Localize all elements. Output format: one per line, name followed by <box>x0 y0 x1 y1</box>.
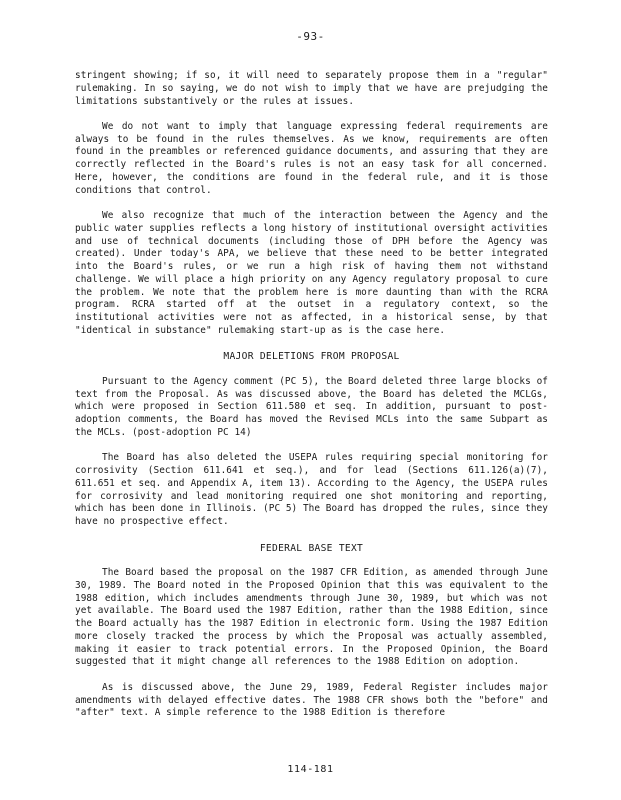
section-heading-major-deletions: MAJOR DELETIONS FROM PROPOSAL <box>223 351 400 363</box>
paragraph: The Board has also deleted the USEPA rules requiring special monitoring for corrosivity (Section 611.641 et seq.), and for lead (Sections 611.126(a)(7), 611.651 et seq. and Appendix A, item 13). According to the Agency, the USEPA rules for corrosivity and lead monitoring required one shot monitoring and reporting, which has been done in Illinois. (PC 5) The Board has dropped the rules, since they have no prospective effect. <box>75 452 548 528</box>
page-number-bottom: 114-181 <box>287 764 334 775</box>
paragraph: As is discussed above, the June 29, 1989, Federal Register includes major amendments with delayed effective dates. The 1988 CFR shows both the "before" and "after" text. A simple reference to the 1988 Edition is therefore <box>75 681 548 719</box>
paragraph: We also recognize that much of the interaction between the Agency and the public water supplies reflects a long history of institutional oversight activities and use of technical documents (including those of DPH before the Agency was created). Under today's APA, we believe that these need to be better integrated into the Board's rules, or we run a high risk of having them not withstand challenge. We will place a high priority on any Agency regulatory proposal to cure the problem. We note that the problem here is more daunting than with the RCRA program. RCRA started off at the outset in a regulatory context, so the institutional activities were not as affected, in a historical sense, by that "identical in substance" rulemaking start-up as is the case here. <box>75 210 548 336</box>
paragraph: The Board based the proposal on the 1987 CFR Edition, as amended through June 30, 1989. The Board noted in the Proposed Opinion that this was equivalent to the 1988 edition, which includes amendments through June 30, 1989, but which was not yet available. The Board used the 1987 Edition, rather than the 1988 Edition, since the Board actually has the 1987 Edition in electronic form. Using the 1987 Edition more closely tracked the process by which the Proposal was actually assembled, making it easier to track potential errors. In the Proposed Opinion, the Board suggested that it might change all references to the 1988 Edition on adoption. <box>75 567 548 668</box>
paragraph: Pursuant to the Agency comment (PC 5), the Board deleted three large blocks of text from the Proposal. As was discussed above, the Board has deleted the MCLGs, which were proposed in Section 611.580 et seq. In addition, pursuant to post-adoption comments, the Board has moved the Revised MCLs into the same Subpart as the MCLs. (post-adoption PC 14) <box>75 375 548 438</box>
document-body <box>75 70 548 733</box>
section-heading-federal-base-text: FEDERAL BASE TEXT <box>259 542 364 554</box>
page-number-top: -93- <box>296 30 325 43</box>
paragraph: We do not want to imply that language expressing federal requirements are always to be found in the rules themselves. As we know, requirements are often found in the preambles or referenced guidance documents, and assuring that they are correctly reflected in the Board's rules is not an easy task for all concerned. Here, however, the conditions are found in the federal rule, and it is those conditions that control. <box>75 120 548 196</box>
paragraph-continuation: stringent showing; if so, it will need to separately propose them in a "regular" rulemaking. In so saying, we do not wish to imply that we have are prejudging the limitations substantively or the rules at issues. <box>75 70 548 107</box>
